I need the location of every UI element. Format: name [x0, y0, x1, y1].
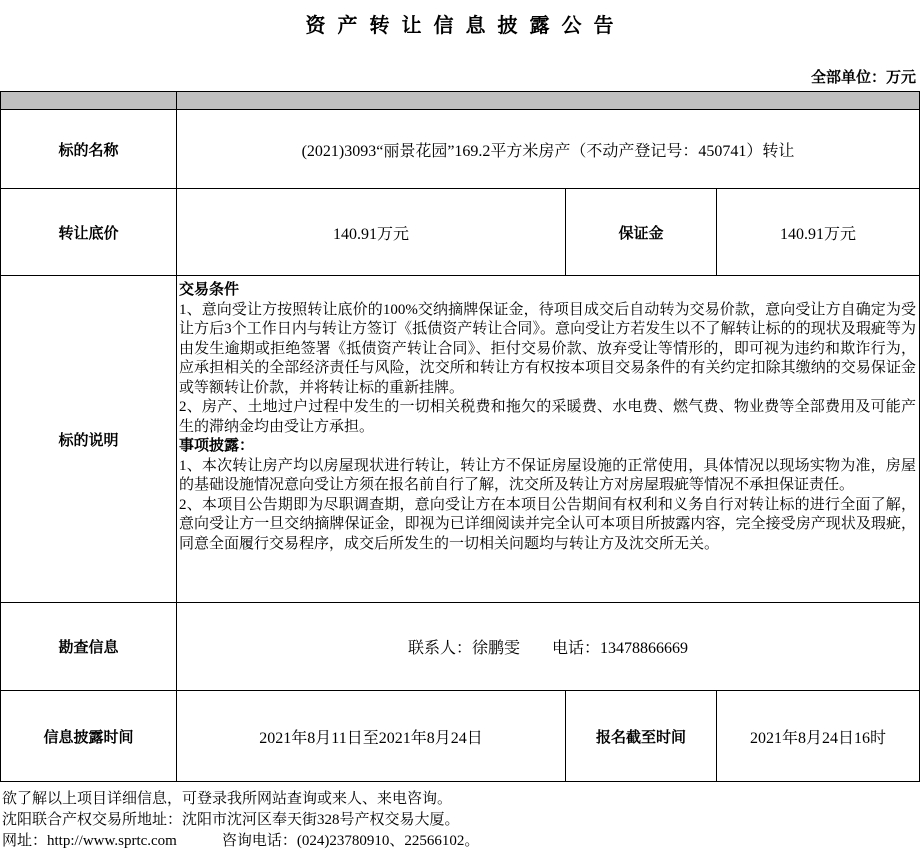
subject-description-cell — [177, 276, 920, 603]
price-row — [1, 189, 920, 276]
disclosure-table — [0, 91, 920, 782]
subject-name-row — [1, 110, 920, 189]
trade-conditions-paragraph-2: 2、房产、土地过户过程中发生的一切相关税费和拖欠的采暖费、水电费、燃气费、物业费等全部费用及可能产生的滞纳金均由受让方承担。 — [179, 399, 916, 435]
registration-deadline-value: 2021年8月24日16时 — [717, 691, 920, 782]
header-cell-left — [1, 92, 177, 110]
survey-info-row — [1, 603, 920, 691]
disclosure-period-value: 2021年8月11日至2021年8月24日 — [177, 691, 566, 782]
matters-disclosure-paragraph-2: 2、本项目公告期即为尽职调查期，意向受让方在本项目公告期间有权利和义务自行对转让标的进行全面了解，意向受让方一旦交纳摘牌保证金，即视为已详细阅读并完全认可本项目所披露内容，完全接受房产现状及瑕疵，同意全面履行交易程序，成交后所发生的一切相关问题均与转让方及沈交所无关。 — [179, 496, 916, 552]
matters-disclosure-heading: 事项披露： — [179, 438, 255, 454]
trade-conditions-heading: 交易条件 — [179, 282, 240, 298]
header-cell-right — [177, 92, 920, 110]
footer-line-address: 沈阳联合产权交易所地址：沈阳市沈河区奉天街328号产权交易大厦。 — [2, 812, 460, 828]
footer-line-contact: 网址：http://www.sprtc.com 咨询电话：(024)23780910、22566102。 — [2, 833, 480, 849]
registration-deadline-label: 报名截至时间 — [566, 691, 717, 782]
deposit-label: 保证金 — [566, 189, 717, 276]
disclosure-period-label: 信息披露时间 — [1, 691, 177, 782]
time-row — [1, 691, 920, 782]
table-header-row — [1, 92, 920, 110]
survey-info-label: 勘查信息 — [1, 603, 177, 691]
trade-conditions-paragraph-1: 1、意向受让方按照转让底价的100%交纳摘牌保证金，待项目成交后自动转为交易价款，意向受让方自确定为受让方后3个工作日内与转让方签订《抵债资产转让合同》。意向受让方若发生以不了解转让标的的现状及瑕疵等为由发生逾期或拒绝签署《抵债资产转让合同》、拒付交易价款、放弃受让等情形的，即可视为违约和欺诈行为，应承担相关的全部经济责任与风险，沈交所和转让方有权按本项目交易条件的有关约定扣除其缴纳的交易保证金或等额转让价款，并将转让标的重新挂牌。 — [179, 301, 916, 396]
subject-description-row — [1, 276, 920, 603]
matters-disclosure-paragraph-1: 1、本次转让房产均以房屋现状进行转让，转让方不保证房屋设施的正常使用，具体情况以现场实物为准，房屋的基础设施情况意向受让方须在报名前自行了解，沈交所及转让方对房屋瑕疵等情况不承担保证责任。 — [179, 457, 916, 493]
unit-note: 全部单位：万元 — [810, 70, 916, 86]
floor-price-label: 转让底价 — [1, 189, 177, 276]
survey-info-value: 联系人：徐鹏雯 电话：13478866669 — [177, 603, 920, 691]
footer — [0, 789, 919, 852]
subject-description-label: 标的说明 — [1, 276, 177, 603]
subject-name-label: 标的名称 — [1, 110, 177, 189]
page-title: 资产转让信息披露公告 — [305, 15, 626, 37]
subject-name-value: (2021)3093“丽景花园”169.2平方米房产（不动产登记号：450741）转让 — [177, 110, 920, 189]
floor-price-value: 140.91万元 — [177, 189, 566, 276]
footer-line-info: 欲了解以上项目详细信息，可登录我所网站查询或来人、来电咨询。 — [2, 791, 453, 807]
deposit-value: 140.91万元 — [717, 189, 920, 276]
